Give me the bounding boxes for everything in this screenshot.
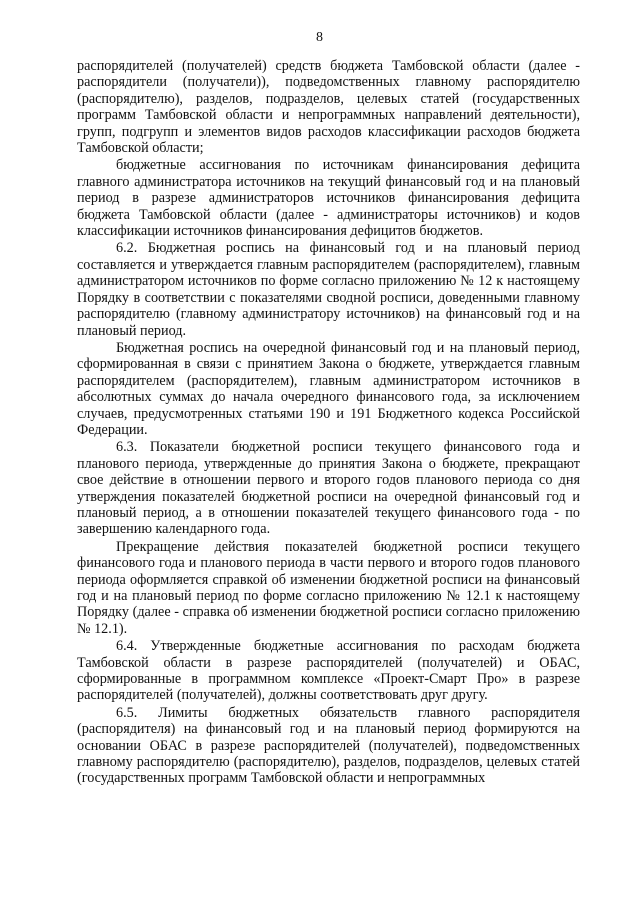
page-number: 8: [316, 30, 323, 45]
paragraph-6-2: 6.2. Бюджетная роспись на финансовый год и на плановый период составляется и утверждается главным распорядителем (распорядителем), главным администратором источников по форме согласно приложению № 12 к настоящему Порядку в соответствии с показателями сводной росписи, доведенными главному распорядителю (главному администратору источников) на финансовый год и на плановый период.: [77, 240, 580, 339]
paragraph-6-4: 6.4. Утвержденные бюджетные ассигнования по расходам бюджета Тамбовской области в разрезе распорядителей (получателей) и ОБАС, сформированные в программном комплексе «Проект-Смарт Про» в разрезе распорядителей (получателей), должны соответствовать друг другу.: [77, 638, 580, 704]
paragraph-sources-allocations: бюджетные ассигнования по источникам финансирования дефицита главного администратора источников на текущий финансовый год и на плановый период в разрезе администраторов источников финансирования дефицита бюджета Тамбовской области (далее - администраторы источников) и кодов классификации источников финансирования дефицитов бюджетов.: [77, 157, 580, 240]
paragraph-6-3-continued: Прекращение действия показателей бюджетной росписи текущего финансового года и планового периода в части первого и второго годов планового периода оформляется справкой об изменении бюджетной росписи на финансовый год и на плановый период по форме согласно приложению № 12.1 к настоящему Порядку (далее - справка об изменении бюджетной росписи согласно приложению № 12.1).: [77, 538, 580, 637]
paragraph-continuation: распорядителей (получателей) средств бюджета Тамбовской области (далее - распорядители (получатели)), подведомственных главному распорядителю (распорядителю), разделов, подразделов, целевых статей (государственных программ Тамбовской области и непрограммных направлений деятельности), групп, подгрупп и элементов видов расходов классификации расходов бюджета Тамбовской области;: [77, 58, 580, 157]
document-body: [77, 58, 580, 788]
paragraph-6-5: 6.5. Лимиты бюджетных обязательств главного распорядителя (распорядителя) на финансовый год и на плановый период формируются на основании ОБАС в разрезе распорядителей (получателей), подведомственных главному распорядителю (распорядителю), разделов, подразделов, целевых статей (государственных программ Тамбовской области и непрограммных: [77, 704, 580, 787]
paragraph-6-3: 6.3. Показатели бюджетной росписи текущего финансового года и планового периода, утвержденные до принятия Закона о бюджете, прекращают свое действие в отношении первого и второго годов планового периода со дня утверждения показателей бюджетной росписи на очередной финансовый год и плановый период, а в отношении показателей текущего финансового года - по завершению календарного года.: [77, 439, 580, 538]
paragraph-6-2-continued: Бюджетная роспись на очередной финансовый год и на плановый период, сформированная в связи с принятием Закона о бюджете, утверждается главным распорядителем (распорядителем), главным администратором источников в абсолютных суммах до начала очередного финансового года, за исключением случаев, предусмотренных статьями 190 и 191 Бюджетного кодекса Российской Федерации.: [77, 339, 580, 438]
